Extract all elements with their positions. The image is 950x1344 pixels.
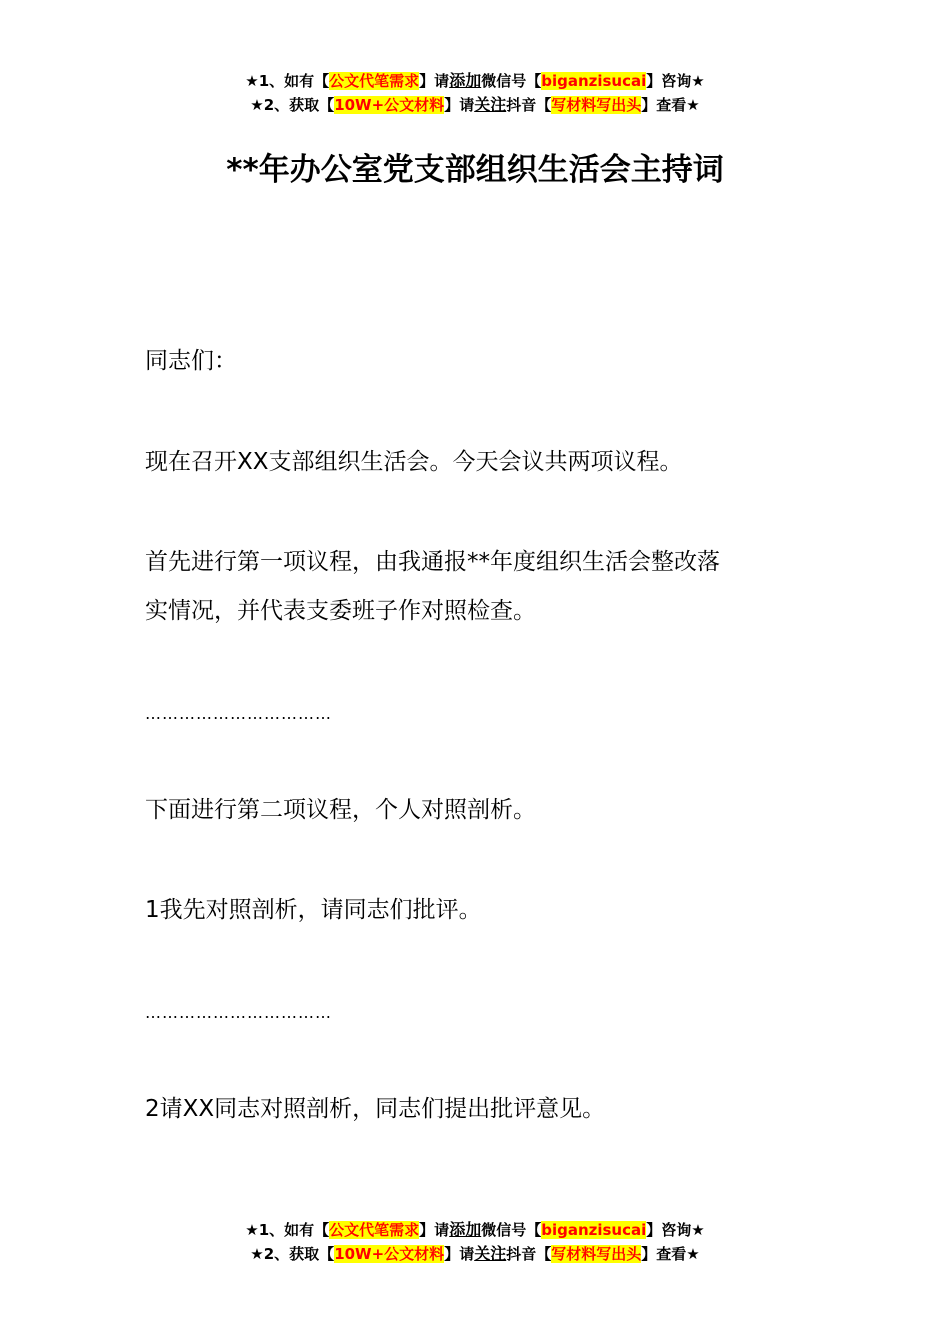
banner-underline: 关注	[474, 1244, 507, 1263]
banner-text: ★2、获取【	[250, 96, 335, 114]
banner-text: 微信号【	[481, 1221, 542, 1239]
ellipsis-divider: ……………………………	[145, 704, 332, 723]
banner-text: 】请	[419, 1221, 450, 1239]
banner-highlight: 10W+公文材料	[334, 1245, 445, 1263]
banner-underline: 关注	[474, 95, 507, 114]
header-banner	[0, 69, 950, 117]
banner-text: 】查看★	[641, 96, 700, 114]
paragraph-agenda-two: 下面进行第二项议程，个人对照剖析。	[145, 797, 536, 823]
banner-text: 】查看★	[641, 1245, 700, 1263]
banner-line-1	[0, 69, 950, 93]
paragraph-agenda-one-line1: 首先进行第一项议程，由我通报**年度组织生活会整改落	[145, 549, 720, 575]
banner-text: ★1、如有【	[245, 1221, 330, 1239]
banner-text: ★1、如有【	[245, 72, 330, 90]
banner-underline: 添加	[449, 71, 482, 90]
banner-line-1	[0, 1218, 950, 1242]
paragraph-agenda-one-line2: 实情况，并代表支委班子作对照检查。	[145, 598, 536, 624]
banner-highlight: 10W+公文材料	[334, 96, 445, 114]
banner-highlight: 公文代笔需求	[329, 1221, 420, 1239]
banner-text: 抖音【	[506, 96, 552, 114]
banner-text: 】请	[444, 96, 475, 114]
banner-highlight: 公文代笔需求	[329, 72, 420, 90]
banner-text: ★2、获取【	[250, 1245, 335, 1263]
banner-line-2	[0, 93, 950, 117]
banner-douyin-id: 写材料写出头	[551, 96, 642, 114]
ellipsis-divider: ……………………………	[145, 1003, 332, 1022]
banner-underline: 添加	[449, 1220, 482, 1239]
banner-douyin-id: 写材料写出头	[551, 1245, 642, 1263]
banner-line-2	[0, 1242, 950, 1266]
banner-wechat-id: biganzisucai	[541, 1221, 647, 1239]
salutation: 同志们：	[145, 348, 237, 374]
banner-text: 】咨询★	[646, 72, 705, 90]
banner-text: 微信号【	[481, 72, 542, 90]
footer-banner	[0, 1218, 950, 1266]
banner-text: 抖音【	[506, 1245, 552, 1263]
banner-text: 】请	[444, 1245, 475, 1263]
paragraph-opening: 现在召开XX支部组织生活会。今天会议共两项议程。	[145, 449, 683, 475]
document-title: **年办公室党支部组织生活会主持词	[226, 152, 724, 188]
paragraph-item-one: 1我先对照剖析，请同志们批评。	[145, 897, 482, 923]
banner-wechat-id: biganzisucai	[541, 72, 647, 90]
banner-text: 】咨询★	[646, 1221, 705, 1239]
paragraph-item-two: 2请XX同志对照剖析，同志们提出批评意见。	[145, 1096, 606, 1122]
banner-text: 】请	[419, 72, 450, 90]
